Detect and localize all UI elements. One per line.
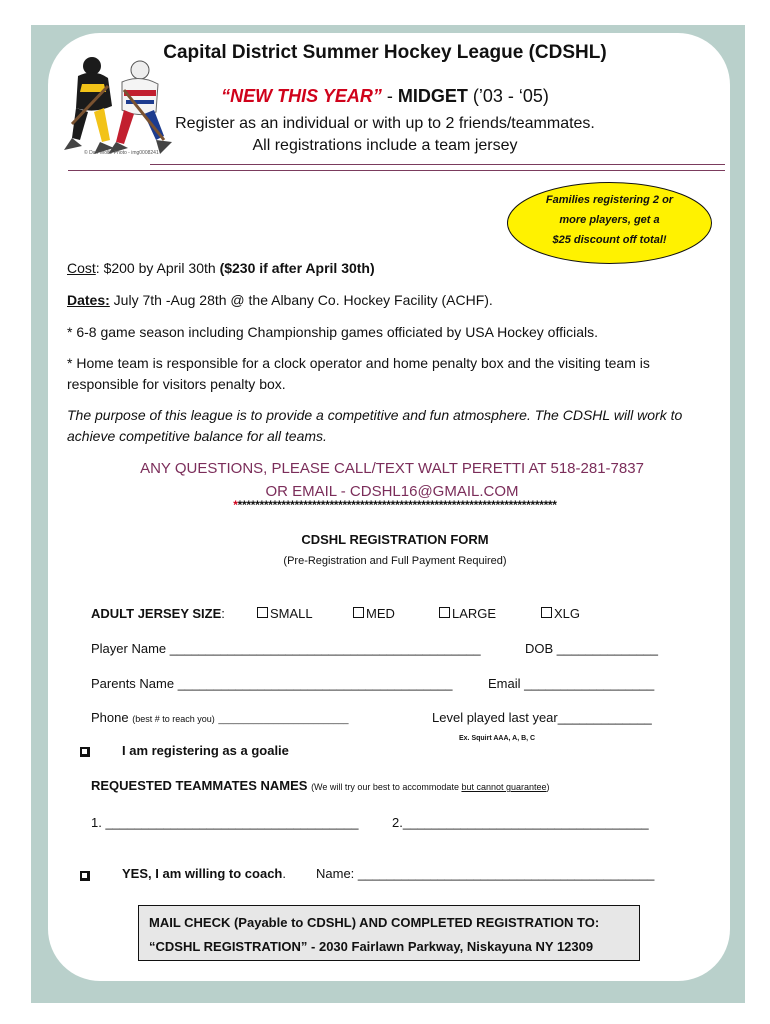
- size-xlg-option[interactable]: [541, 606, 580, 621]
- bullet-season: * 6-8 game season including Championship games officiated by USA Hockey officials.: [67, 324, 598, 340]
- level-played-field[interactable]: Level played last year_____________: [432, 710, 652, 725]
- mail-line-2: “CDSHL REGISTRATION” - 2030 Fairlawn Parkway, Niskayuna NY 12309: [149, 939, 594, 954]
- goalie-checkbox[interactable]: [80, 745, 90, 760]
- teammates-line: [91, 778, 550, 793]
- checkbox-icon[interactable]: [80, 871, 90, 881]
- size-large-label: LARGE: [452, 606, 497, 621]
- badge-line-2: more players, get a: [559, 214, 660, 226]
- coach-label: YES, I am willing to coach: [122, 866, 283, 881]
- cost-text: : $200 by April 30th: [95, 260, 220, 276]
- dates-line: [67, 290, 717, 311]
- size-large-option[interactable]: [439, 606, 496, 621]
- contact-phone: ANY QUESTIONS, PLEASE CALL/TEXT WALT PERETTI AT 518-281-7837: [140, 460, 644, 477]
- jersey-size-colon: :: [221, 606, 225, 621]
- phone-hint: (best # to reach you): [132, 714, 215, 724]
- cost-line: [67, 258, 717, 279]
- coach-dot: .: [282, 866, 286, 881]
- bullet-home-team: * Home team is responsible for a clock operator and home penalty box and the visiting team is responsible for visitors penalty box.: [67, 355, 650, 392]
- player-name-field[interactable]: Player Name ___________________________________________: [91, 641, 481, 656]
- phone-label: Phone: [91, 710, 129, 725]
- size-med-option[interactable]: [353, 606, 395, 621]
- contact-email: OR EMAIL - CDSHL16@GMAIL.COM: [265, 483, 519, 500]
- teammates-label: REQUESTED TEAMMATES NAMES: [91, 778, 308, 793]
- level-example: Ex. Squirt AAA, A, B, C: [459, 735, 536, 742]
- new-this-year-line: [150, 86, 620, 107]
- birth-years: (’03 - ‘05): [467, 86, 549, 106]
- coach-checkbox[interactable]: [80, 869, 90, 884]
- parents-name-field[interactable]: Parents Name ______________________________________: [91, 676, 453, 691]
- teammates-note-underline: but cannot guarantee: [461, 782, 547, 792]
- goalie-label: I am registering as a goalie: [122, 743, 289, 758]
- teammates-note-post: ): [546, 782, 550, 792]
- form-subtitle: (Pre-Registration and Full Payment Required): [283, 555, 507, 567]
- dob-field[interactable]: DOB ______________: [525, 641, 659, 656]
- star-divider-first: *: [233, 498, 238, 512]
- checkbox-icon[interactable]: [80, 747, 90, 757]
- coach-name-field[interactable]: Name: _________________________________________: [316, 866, 655, 881]
- header-rule-top: [150, 164, 725, 165]
- dates-label: Dates:: [67, 292, 110, 308]
- dates-text: July 7th -Aug 28th @ the Albany Co. Hockey Facility (ACHF).: [109, 292, 493, 308]
- header-subtitle: [150, 113, 620, 157]
- star-divider: [80, 498, 710, 512]
- checkbox-icon[interactable]: [541, 607, 552, 618]
- new-this-year-label: “NEW THIS YEAR”: [221, 86, 382, 106]
- cost-label: Cost: [67, 260, 96, 276]
- purpose-text: The purpose of this league is to provide a competitive and fun atmosphere. The CDSHL will work to achieve competitive balance for all teams.: [67, 407, 683, 444]
- teammate-1-field[interactable]: 1. ___________________________________: [91, 815, 359, 830]
- size-med-label: MED: [366, 606, 395, 621]
- checkbox-icon[interactable]: [257, 607, 268, 618]
- form-title: CDSHL REGISTRATION FORM: [301, 532, 489, 547]
- header-rule-bottom: [68, 170, 725, 171]
- teammate-2-field[interactable]: 2.__________________________________: [392, 815, 649, 830]
- badge-line-3: $25 discount off total!: [552, 234, 667, 246]
- jersey-size-text: ADULT JERSEY SIZE: [91, 606, 222, 621]
- checkbox-icon[interactable]: [439, 607, 450, 618]
- phone-field[interactable]: [91, 710, 349, 725]
- size-xlg-label: XLG: [554, 606, 581, 621]
- star-divider-rest: *************************************************************************: [237, 498, 557, 512]
- discount-badge-text: [506, 190, 713, 250]
- size-small-option[interactable]: [257, 606, 313, 621]
- phone-line[interactable]: __________________________: [218, 714, 349, 724]
- teammates-note-pre: (We will try our best to accommodate: [311, 782, 462, 792]
- contact-info: [67, 457, 717, 503]
- email-field[interactable]: Email __________________: [488, 676, 655, 691]
- checkbox-icon[interactable]: [353, 607, 364, 618]
- dash-separator: -: [381, 86, 398, 106]
- teammates-note: [311, 782, 549, 792]
- subtitle-line-1: Register as an individual or with up to 2 friends/teammates.: [175, 115, 595, 132]
- cost-late: ($230 if after April 30th): [219, 260, 375, 276]
- midget-label: MIDGET: [397, 86, 468, 106]
- mail-instructions: [138, 905, 640, 961]
- page-title: Capital District Summer Hockey League (CDSHL): [163, 42, 607, 63]
- subtitle-line-2: All registrations include a team jersey: [252, 137, 518, 154]
- player-black-jersey: [64, 57, 114, 154]
- mail-line-1: MAIL CHECK (Payable to CDSHL) AND COMPLETED REGISTRATION TO:: [149, 915, 600, 930]
- size-small-label: SMALL: [270, 606, 313, 621]
- jersey-size-label: [91, 606, 225, 621]
- coach-line: [122, 866, 286, 881]
- badge-line-1: Families registering 2 or: [545, 194, 674, 206]
- photo-credit: © Dan Wolfe Photo - img0008241: [84, 150, 159, 156]
